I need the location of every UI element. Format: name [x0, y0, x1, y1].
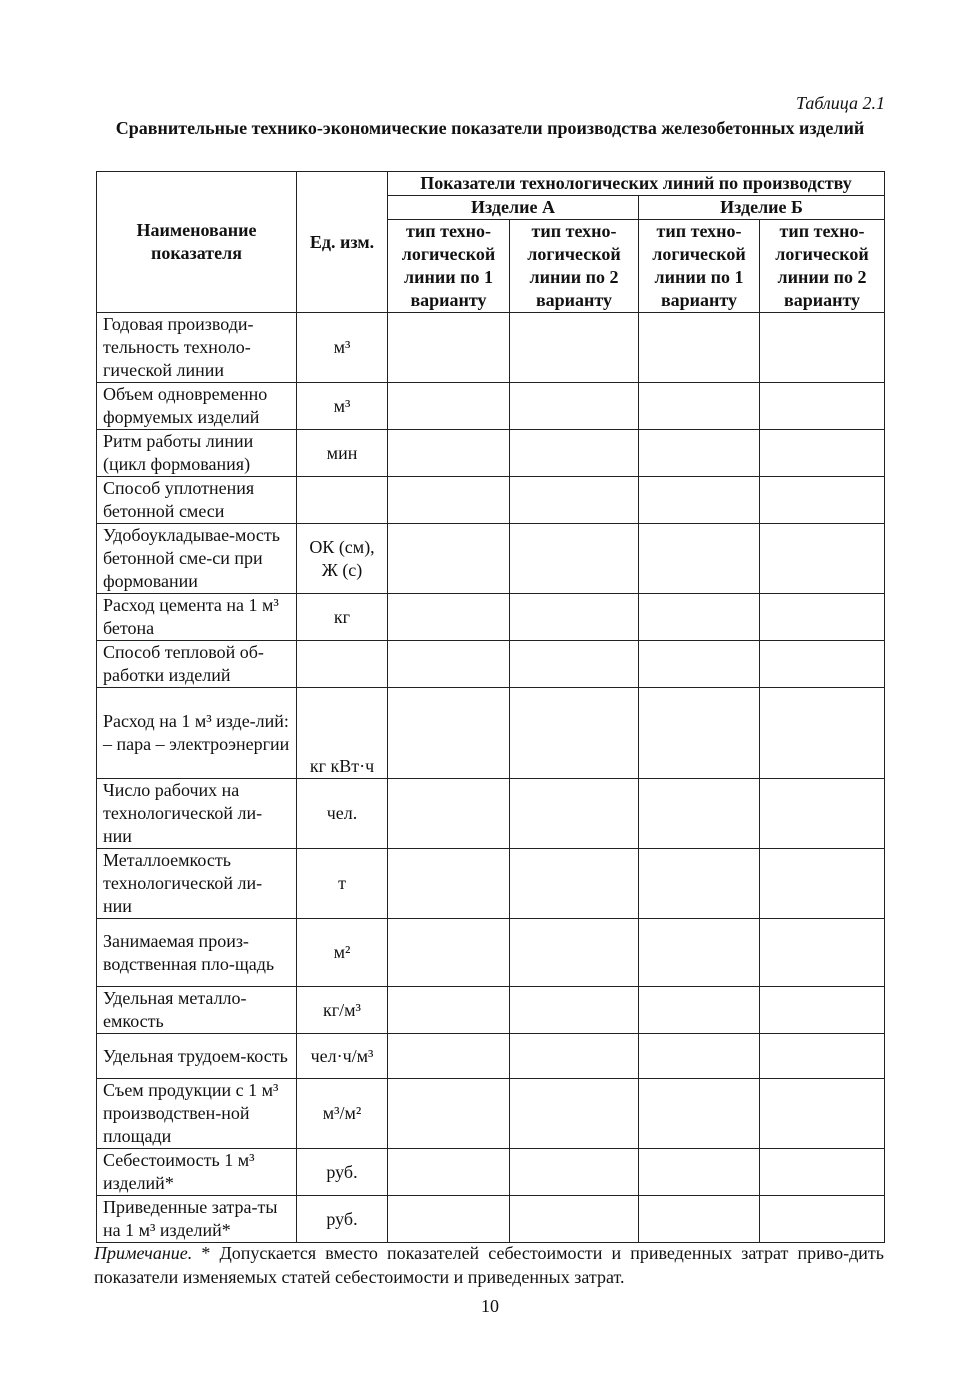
table-row — [97, 849, 885, 919]
value-cell — [510, 313, 639, 383]
value-cell — [388, 430, 510, 477]
row-name: Приведенные затра-ты на 1 м³ изделий* — [97, 1196, 297, 1243]
value-cell — [510, 779, 639, 849]
row-unit: ОК (см), Ж (с) — [297, 524, 388, 594]
row-unit: м² — [297, 919, 388, 987]
value-cell — [760, 594, 885, 641]
value-cell — [760, 987, 885, 1034]
value-cell — [639, 779, 760, 849]
row-unit: кг/м³ — [297, 987, 388, 1034]
table-row — [97, 919, 885, 987]
value-cell — [760, 919, 885, 987]
value-cell — [639, 383, 760, 430]
value-cell — [639, 313, 760, 383]
value-cell — [510, 987, 639, 1034]
value-cell — [510, 1034, 639, 1079]
row-name: Удельная трудоем-кость — [97, 1034, 297, 1079]
row-unit — [297, 641, 388, 688]
indicators-table — [96, 171, 885, 1243]
value-cell — [388, 1149, 510, 1196]
value-cell — [639, 1149, 760, 1196]
row-unit: руб. — [297, 1149, 388, 1196]
header-name: Наименование показателя — [97, 172, 297, 313]
row-name: Ритм работы линии (цикл формования) — [97, 430, 297, 477]
value-cell — [639, 1034, 760, 1079]
row-name: Годовая производи-тельность техноло-гической линии — [97, 313, 297, 383]
value-cell — [639, 1079, 760, 1149]
table-row — [97, 594, 885, 641]
row-unit: м³ — [297, 383, 388, 430]
row-name: Удобоукладывае-мость бетонной сме-си при формовании — [97, 524, 297, 594]
value-cell — [388, 594, 510, 641]
table-row — [97, 779, 885, 849]
table-row — [97, 641, 885, 688]
row-name: Себестоимость 1 м³ изделий* — [97, 1149, 297, 1196]
value-cell — [388, 313, 510, 383]
note-lead: Примечание. — [94, 1243, 193, 1263]
value-cell — [760, 849, 885, 919]
value-cell — [510, 641, 639, 688]
row-name: Объем одновременно формуемых изделий — [97, 383, 297, 430]
value-cell — [760, 641, 885, 688]
value-cell — [510, 430, 639, 477]
value-cell — [760, 688, 885, 779]
table-title: Сравнительные технико-экономические показатели производства железобетонных изделий — [115, 118, 865, 138]
note-text: * Допускается вместо показателей себестоимости и приведенных затрат приво-дить показатели изменяемых статей себестоимости и приведенных затрат. — [94, 1243, 884, 1287]
row-unit: чел. — [297, 779, 388, 849]
table-row — [97, 688, 885, 779]
table-row — [97, 1079, 885, 1149]
value-cell — [639, 477, 760, 524]
header-a-variant-1: тип техно-логической линии по 1 варианту — [388, 220, 510, 313]
header-unit: Ед. изм. — [297, 172, 388, 313]
value-cell — [510, 849, 639, 919]
value-cell — [760, 477, 885, 524]
value-cell — [760, 779, 885, 849]
value-cell — [639, 688, 760, 779]
header-a-variant-2: тип техно-логической линии по 2 варианту — [510, 220, 639, 313]
header-b-variant-2: тип техно-логической линии по 2 варианту — [760, 220, 885, 313]
header-product-b: Изделие Б — [639, 196, 885, 220]
value-cell — [510, 1196, 639, 1243]
value-cell — [639, 524, 760, 594]
row-unit: м³ — [297, 313, 388, 383]
value-cell — [510, 594, 639, 641]
row-name: Металлоемкость технологической ли-нии — [97, 849, 297, 919]
row-name: Расход цемента на 1 м³ бетона — [97, 594, 297, 641]
value-cell — [510, 688, 639, 779]
value-cell — [388, 641, 510, 688]
header-product-a: Изделие А — [388, 196, 639, 220]
value-cell — [510, 1079, 639, 1149]
value-cell — [639, 987, 760, 1034]
value-cell — [510, 524, 639, 594]
row-name: Способ уплотнения бетонной смеси — [97, 477, 297, 524]
value-cell — [388, 849, 510, 919]
value-cell — [639, 594, 760, 641]
page-number: 10 — [481, 1296, 499, 1316]
value-cell — [388, 383, 510, 430]
value-cell — [388, 524, 510, 594]
table-row — [97, 1196, 885, 1243]
row-unit: т — [297, 849, 388, 919]
value-cell — [639, 1196, 760, 1243]
value-cell — [760, 1034, 885, 1079]
table-note — [94, 1241, 884, 1289]
value-cell — [760, 383, 885, 430]
row-name: Способ тепловой об-работки изделий — [97, 641, 297, 688]
table-row — [97, 524, 885, 594]
value-cell — [639, 919, 760, 987]
table-row — [97, 430, 885, 477]
value-cell — [510, 919, 639, 987]
row-unit: чел·ч/м³ — [297, 1034, 388, 1079]
value-cell — [388, 1079, 510, 1149]
value-cell — [639, 641, 760, 688]
value-cell — [510, 477, 639, 524]
value-cell — [388, 1034, 510, 1079]
row-name: Удельная металло-емкость — [97, 987, 297, 1034]
table-row — [97, 1149, 885, 1196]
row-name: Расход на 1 м³ изде-лий: – пара – электроэнергии — [97, 688, 297, 779]
value-cell — [760, 313, 885, 383]
value-cell — [639, 430, 760, 477]
table-row — [97, 383, 885, 430]
row-name: Занимаемая произ-водственная пло-щадь — [97, 919, 297, 987]
value-cell — [388, 1196, 510, 1243]
value-cell — [760, 1149, 885, 1196]
table-row — [97, 987, 885, 1034]
row-unit: мин — [297, 430, 388, 477]
value-cell — [760, 524, 885, 594]
row-unit: кг — [297, 594, 388, 641]
row-name: Число рабочих на технологической ли-нии — [97, 779, 297, 849]
value-cell — [510, 1149, 639, 1196]
value-cell — [388, 688, 510, 779]
table-row — [97, 313, 885, 383]
value-cell — [388, 477, 510, 524]
row-unit: м³/м² — [297, 1079, 388, 1149]
value-cell — [388, 779, 510, 849]
row-name: Съем продукции с 1 м³ производствен-ной площади — [97, 1079, 297, 1149]
value-cell — [760, 430, 885, 477]
row-unit: руб. — [297, 1196, 388, 1243]
row-unit — [297, 477, 388, 524]
header-group: Показатели технологических линий по производству — [388, 172, 885, 196]
row-unit: кг кВт·ч — [297, 688, 388, 779]
header-b-variant-1: тип техно-логической линии по 1 варианту — [639, 220, 760, 313]
value-cell — [388, 919, 510, 987]
value-cell — [639, 849, 760, 919]
value-cell — [510, 383, 639, 430]
table-row — [97, 477, 885, 524]
value-cell — [388, 987, 510, 1034]
value-cell — [760, 1196, 885, 1243]
table-row — [97, 1034, 885, 1079]
table-caption: Таблица 2.1 — [795, 93, 885, 113]
value-cell — [760, 1079, 885, 1149]
